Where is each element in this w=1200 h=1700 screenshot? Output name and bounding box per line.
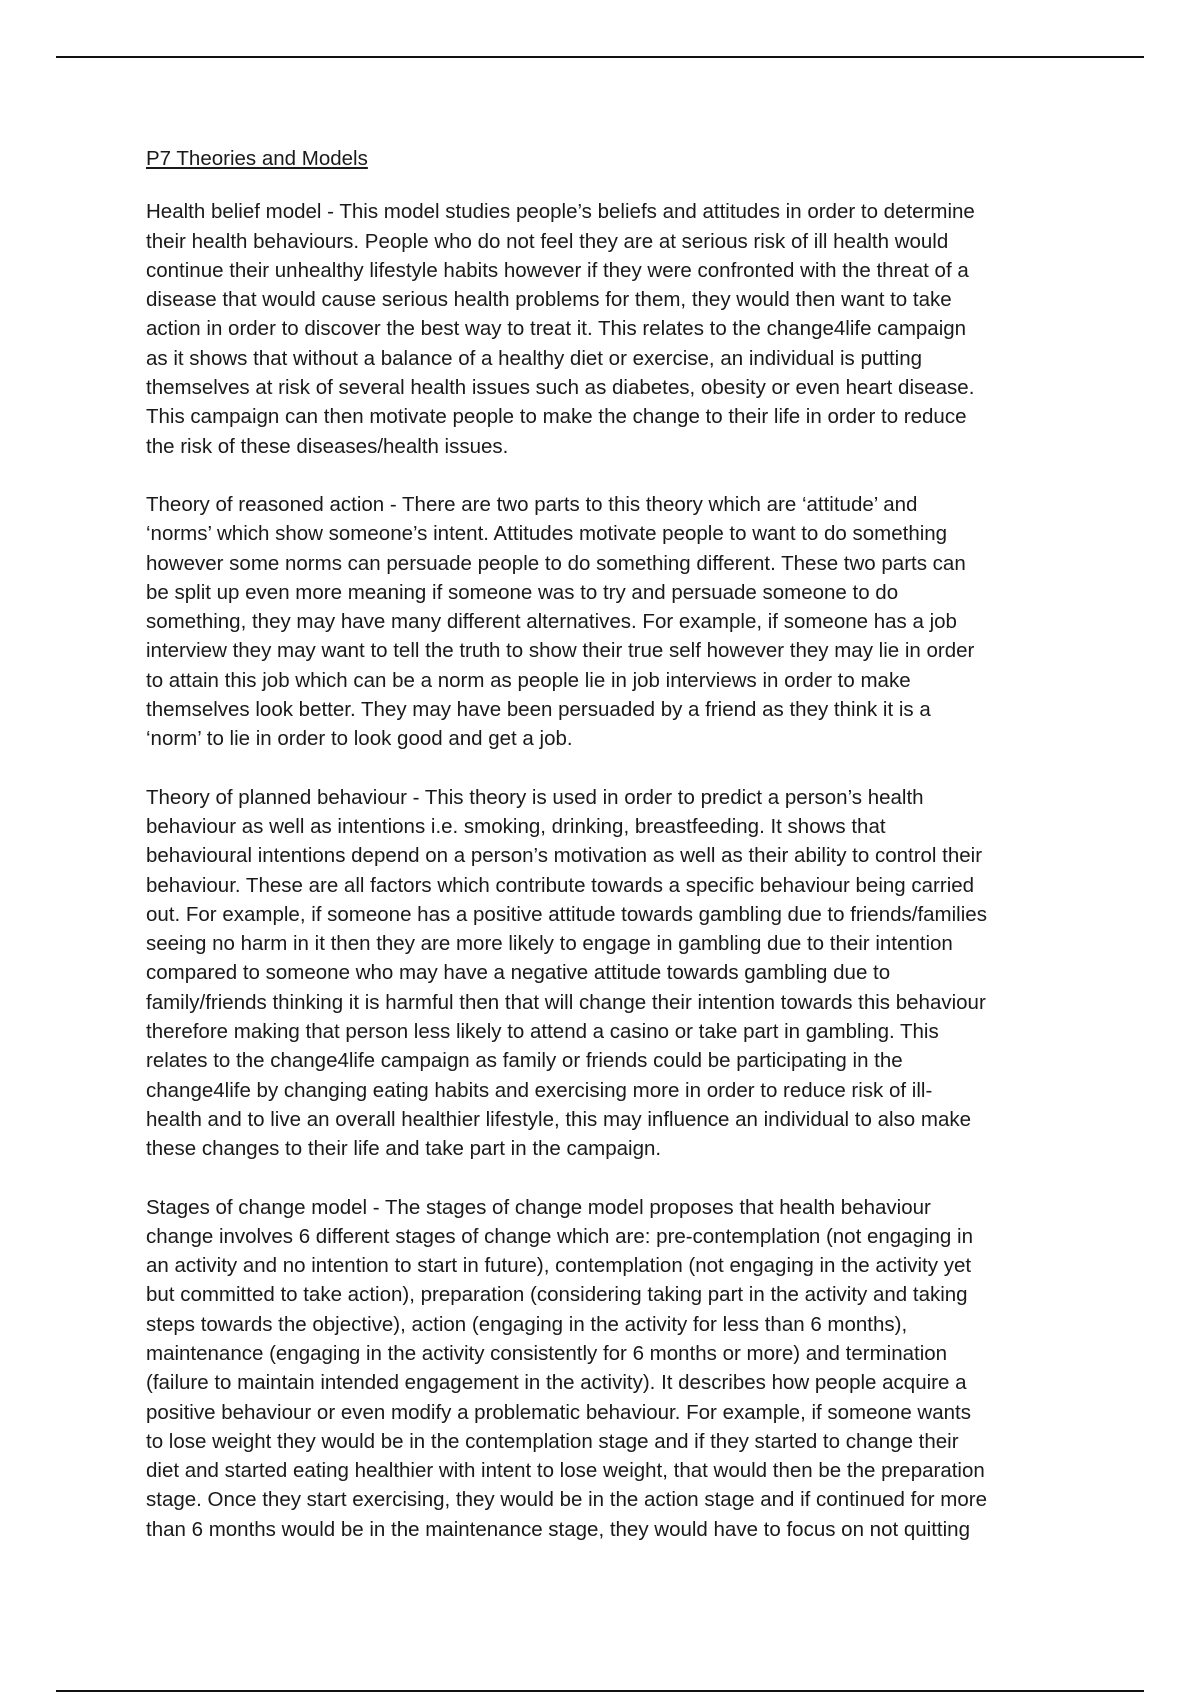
paragraph-theory-of-reasoned-action: Theory of reasoned action - There are two parts to this theory which are ‘attitude’ and ‘norms’ which show someone’s intent. Attitudes motivate people to want to do something however some norms can persuade people to do something different. These two parts can be split up even more meaning if someone was to try and persuade someone to do something, they may have many different alternatives. For example, if someone has a job interview they may want to tell the truth to show their true self however they may lie in order to attain this job which can be a norm as people lie in job interviews in order to make themselves look better. They may have been persuaded by a friend as they think it is a ‘norm’ to lie in order to look good and get a job.	[146, 492, 975, 751]
document-title: P7 Theories and Models	[146, 147, 368, 170]
paragraph-theory-of-planned-behaviour: Theory of planned behaviour - This theory is used in order to predict a person’s health behaviour as well as intentions i.e. smoking, drinking, breastfeeding. It shows that behavioural intentions depend on a person’s motivation as well as their ability to control their behaviour. These are all factors which contribute towards a specific behaviour being carried out. For example, if someone has a positive attitude towards gambling due to friends/families seeing no harm in it then they are more likely to engage in gambling due to their intention compared to someone who may have a negative attitude towards gambling due to family/friends thinking it is harmful then that will change their intention towards this behaviour therefore making that person less likely to attend a casino or take part in gambling. This relates to the change4life campaign as family or friends could be participating in the change4life by changing eating habits and exercising more in order to reduce risk of ill- health and to live an overall healthier lifestyle, this may influence an individual to also make these changes to their life and take part in the campaign.	[146, 785, 987, 1161]
paragraph-health-belief-model: Health belief model - This model studies people’s beliefs and attitudes in order to determine their health behaviours. People who do not feel they are at serious risk of ill health would continue their unhealthy lifestyle habits however if they were confronted with the threat of a disease that would cause serious health problems for them, they would then want to take action in order to discover the best way to treat it. This relates to the change4life campaign as it shows that without a balance of a healthy diet or exercise, an individual is putting themselves at risk of several health issues such as diabetes, obesity or even heart disease. This campaign can then motivate people to make the change to their life in order to reduce the risk of these diseases/health issues.	[146, 200, 975, 458]
header-rule	[56, 56, 1144, 58]
footer-rule	[56, 1690, 1144, 1692]
document-body	[146, 144, 1066, 1573]
paragraph-stages-of-change-model: Stages of change model - The stages of change model proposes that health behaviour change involves 6 different stages of change which are: pre-contemplation (not engaging in an activity and no intention to start in future), contemplation (not engaging in the activity yet but committed to take action), preparation (considering taking part in the activity and taking steps towards the objective), action (engaging in the activity for less than 6 months), maintenance (engaging in the activity consistently for 6 months or more) and termination (failure to maintain intended engagement in the activity). It describes how people acquire a positive behaviour or even modify a problematic behaviour. For example, if someone wants to lose weight they would be in the contemplation stage and if they started to change their diet and started eating healthier with intent to lose weight, that would then be the preparation stage. Once they start exercising, they would be in the action stage and if continued for more than 6 months would be in the maintenance stage, they would have to focus on not quitting	[146, 1195, 987, 1541]
